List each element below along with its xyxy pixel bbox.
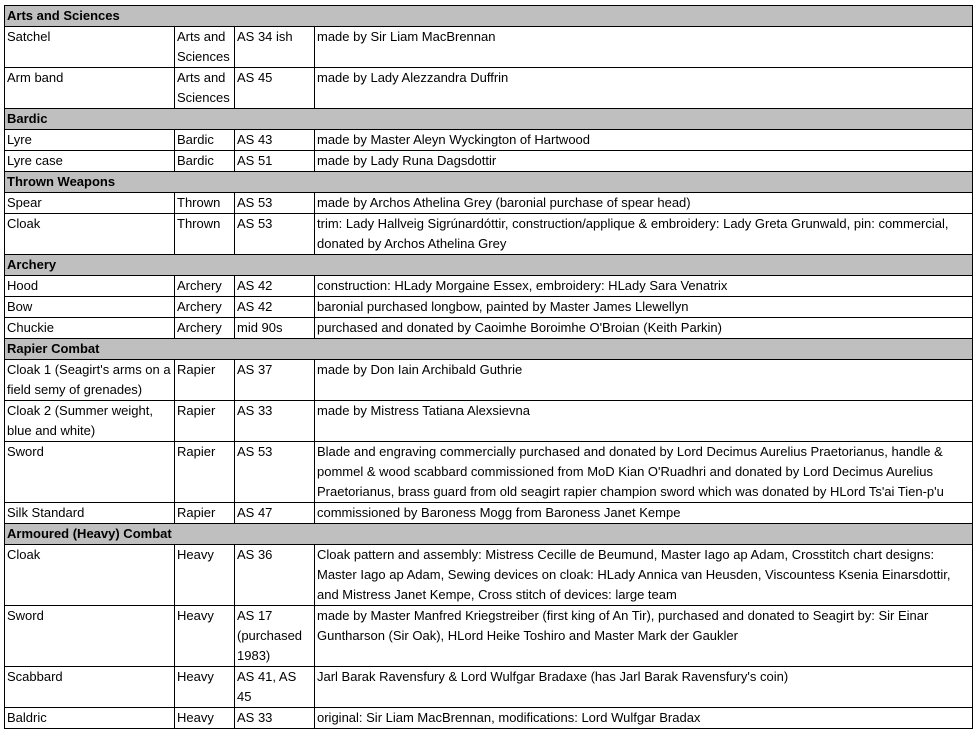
section-title: Thrown Weapons <box>5 172 973 193</box>
cell-notes: made by Sir Liam MacBrennan <box>315 27 973 68</box>
cell-notes: construction: HLady Morgaine Essex, embroidery: HLady Sara Venatrix <box>315 276 973 297</box>
table-row <box>5 130 973 151</box>
table-row <box>5 360 973 401</box>
cell-notes: original: Sir Liam MacBrennan, modifications: Lord Wulfgar Bradax <box>315 708 973 729</box>
cell-category: Archery <box>175 318 235 339</box>
cell-notes: made by Mistress Tatiana Alexsievna <box>315 401 973 442</box>
cell-item: Hood <box>5 276 175 297</box>
section-header-bardic <box>5 109 973 130</box>
cell-item: Spear <box>5 193 175 214</box>
cell-category: Heavy <box>175 708 235 729</box>
table-row <box>5 401 973 442</box>
table-row <box>5 68 973 109</box>
cell-notes: trim: Lady Hallveig Sigrúnardóttir, construction/applique & embroidery: Lady Greta Grunwald, pin: commercial, donated by Archos Athelina Grey <box>315 214 973 255</box>
table-row <box>5 442 973 503</box>
cell-item: Cloak 1 (Seagirt's arms on a field semy of grenades) <box>5 360 175 401</box>
section-header-archery <box>5 255 973 276</box>
cell-category: Archery <box>175 276 235 297</box>
table-row <box>5 276 973 297</box>
cell-category: Arts and Sciences <box>175 27 235 68</box>
cell-category: Thrown <box>175 214 235 255</box>
cell-date: AS 36 <box>235 545 315 606</box>
cell-date: AS 17 (purchased 1983) <box>235 606 315 667</box>
cell-notes: made by Archos Athelina Grey (baronial purchase of spear head) <box>315 193 973 214</box>
cell-date: AS 42 <box>235 297 315 318</box>
table-row <box>5 214 973 255</box>
cell-date: AS 41, AS 45 <box>235 667 315 708</box>
cell-date: AS 33 <box>235 708 315 729</box>
table-row <box>5 297 973 318</box>
cell-item: Lyre case <box>5 151 175 172</box>
cell-item: Sword <box>5 606 175 667</box>
table-row <box>5 193 973 214</box>
cell-notes: made by Lady Alezzandra Duffrin <box>315 68 973 109</box>
cell-category: Rapier <box>175 360 235 401</box>
cell-item: Satchel <box>5 27 175 68</box>
cell-item: Cloak 2 (Summer weight, blue and white) <box>5 401 175 442</box>
regalia-table <box>4 5 973 729</box>
table-row <box>5 606 973 667</box>
cell-date: AS 47 <box>235 503 315 524</box>
cell-item: Baldric <box>5 708 175 729</box>
cell-item: Bow <box>5 297 175 318</box>
cell-date: mid 90s <box>235 318 315 339</box>
cell-category: Bardic <box>175 130 235 151</box>
cell-notes: commissioned by Baroness Mogg from Baroness Janet Kempe <box>315 503 973 524</box>
cell-item: Sword <box>5 442 175 503</box>
cell-date: AS 34 ish <box>235 27 315 68</box>
table-row <box>5 151 973 172</box>
cell-date: AS 42 <box>235 276 315 297</box>
section-title: Rapier Combat <box>5 339 973 360</box>
cell-category: Rapier <box>175 401 235 442</box>
section-title: Bardic <box>5 109 973 130</box>
cell-item: Lyre <box>5 130 175 151</box>
cell-notes: purchased and donated by Caoimhe Boroimhe O'Broian (Keith Parkin) <box>315 318 973 339</box>
cell-date: AS 51 <box>235 151 315 172</box>
table-row <box>5 545 973 606</box>
cell-date: AS 43 <box>235 130 315 151</box>
cell-item: Cloak <box>5 545 175 606</box>
cell-date: AS 53 <box>235 214 315 255</box>
cell-date: AS 53 <box>235 193 315 214</box>
cell-notes: made by Don Iain Archibald Guthrie <box>315 360 973 401</box>
cell-category: Bardic <box>175 151 235 172</box>
cell-category: Arts and Sciences <box>175 68 235 109</box>
cell-notes: made by Master Aleyn Wyckington of Hartwood <box>315 130 973 151</box>
cell-category: Heavy <box>175 667 235 708</box>
cell-item: Scabbard <box>5 667 175 708</box>
cell-notes: Blade and engraving commercially purchased and donated by Lord Decimus Aurelius Praetorianus, handle & pommel & wood scabbard commissioned from MoD Kian O'Ruadhri and donated by Lord Decimus Aurelius Praetorianus, brass guard from old seagirt rapier champion sword which was donated by HLord Ts'ai Tien-p'u <box>315 442 973 503</box>
cell-date: AS 33 <box>235 401 315 442</box>
section-header-rapier-combat <box>5 339 973 360</box>
table-row <box>5 27 973 68</box>
section-header-armoured-heavy-combat <box>5 524 973 545</box>
section-title: Archery <box>5 255 973 276</box>
cell-notes: Cloak pattern and assembly: Mistress Cecille de Beumund, Master Iago ap Adam, Crosstitch chart designs: Master Iago ap Adam, Sewing devices on cloak: HLady Annica van Heusden, Viscountess Ksenia Einarsdottir, and Mistress Janet Kempe, Cross stitch of devices: large team <box>315 545 973 606</box>
regalia-table-body <box>5 6 973 729</box>
cell-date: AS 53 <box>235 442 315 503</box>
section-header-arts-and-sciences <box>5 6 973 27</box>
table-row <box>5 503 973 524</box>
cell-notes: made by Lady Runa Dagsdottir <box>315 151 973 172</box>
cell-date: AS 45 <box>235 68 315 109</box>
section-header-thrown-weapons <box>5 172 973 193</box>
cell-category: Heavy <box>175 606 235 667</box>
cell-item: Cloak <box>5 214 175 255</box>
cell-item: Arm band <box>5 68 175 109</box>
section-title: Arts and Sciences <box>5 6 973 27</box>
cell-category: Archery <box>175 297 235 318</box>
cell-category: Heavy <box>175 545 235 606</box>
cell-category: Rapier <box>175 442 235 503</box>
table-row <box>5 667 973 708</box>
cell-item: Silk Standard <box>5 503 175 524</box>
cell-notes: made by Master Manfred Kriegstreiber (first king of An Tir), purchased and donated to Seagirt by: Sir Einar Guntharson (Sir Oak), HLord Heike Toshiro and Master Mark der Gaukler <box>315 606 973 667</box>
cell-item: Chuckie <box>5 318 175 339</box>
cell-notes: Jarl Barak Ravensfury & Lord Wulfgar Bradaxe (has Jarl Barak Ravensfury's coin) <box>315 667 973 708</box>
section-title: Armoured (Heavy) Combat <box>5 524 973 545</box>
cell-category: Thrown <box>175 193 235 214</box>
cell-category: Rapier <box>175 503 235 524</box>
table-row <box>5 318 973 339</box>
cell-notes: baronial purchased longbow, painted by Master James Llewellyn <box>315 297 973 318</box>
cell-date: AS 37 <box>235 360 315 401</box>
